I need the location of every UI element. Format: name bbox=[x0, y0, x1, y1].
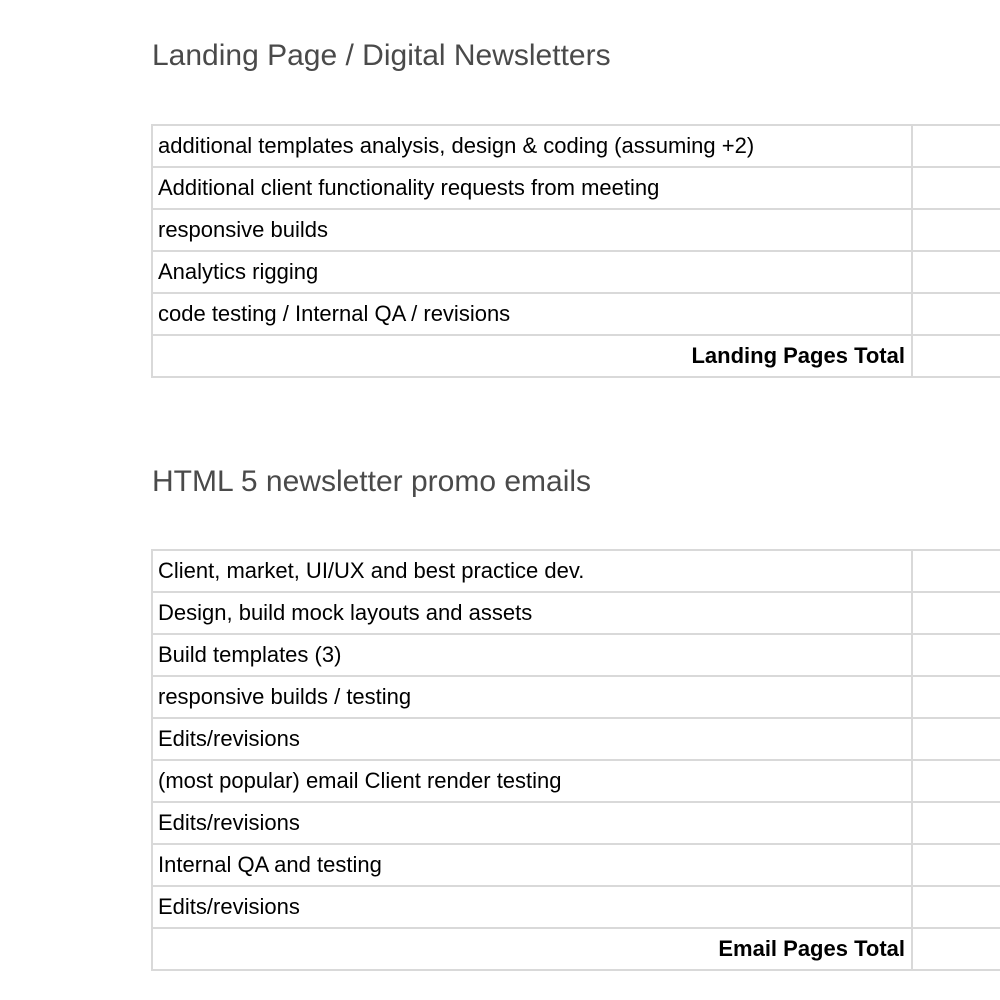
row-description[interactable]: Design, build mock layouts and assets bbox=[152, 592, 912, 634]
table-row bbox=[152, 886, 1000, 928]
row-value-cell[interactable] bbox=[912, 125, 1000, 167]
row-description[interactable]: (most popular) email Client render testing bbox=[152, 760, 912, 802]
table-row bbox=[152, 125, 1000, 167]
row-value-cell[interactable] bbox=[912, 293, 1000, 335]
row-description[interactable]: Analytics rigging bbox=[152, 251, 912, 293]
table-row bbox=[152, 550, 1000, 592]
email-pages-total-value[interactable] bbox=[912, 928, 1000, 970]
table-row bbox=[152, 592, 1000, 634]
row-description[interactable]: Client, market, UI/UX and best practice dev. bbox=[152, 550, 912, 592]
row-value-cell[interactable] bbox=[912, 251, 1000, 293]
landing-page-table bbox=[151, 124, 1000, 378]
table-row bbox=[152, 802, 1000, 844]
row-description[interactable]: additional templates analysis, design & coding (assuming +2) bbox=[152, 125, 912, 167]
email-table bbox=[151, 549, 1000, 971]
total-row bbox=[152, 928, 1000, 970]
row-description[interactable]: Edits/revisions bbox=[152, 718, 912, 760]
row-value-cell[interactable] bbox=[912, 886, 1000, 928]
email-section-title: HTML 5 newsletter promo emails bbox=[152, 465, 592, 498]
email-pages-total-label[interactable]: Email Pages Total bbox=[152, 928, 912, 970]
table-row bbox=[152, 209, 1000, 251]
row-value-cell[interactable] bbox=[912, 550, 1000, 592]
row-description[interactable]: responsive builds bbox=[152, 209, 912, 251]
row-description[interactable]: code testing / Internal QA / revisions bbox=[152, 293, 912, 335]
row-description[interactable]: Additional client functionality requests from meeting bbox=[152, 167, 912, 209]
row-description[interactable]: responsive builds / testing bbox=[152, 676, 912, 718]
row-value-cell[interactable] bbox=[912, 802, 1000, 844]
row-value-cell[interactable] bbox=[912, 844, 1000, 886]
table-row bbox=[152, 293, 1000, 335]
row-value-cell[interactable] bbox=[912, 167, 1000, 209]
table-row bbox=[152, 676, 1000, 718]
landing-page-section-title: Landing Page / Digital Newsletters bbox=[152, 39, 611, 72]
total-row bbox=[152, 335, 1000, 377]
row-value-cell[interactable] bbox=[912, 634, 1000, 676]
landing-pages-total-value[interactable] bbox=[912, 335, 1000, 377]
row-value-cell[interactable] bbox=[912, 718, 1000, 760]
table-row bbox=[152, 251, 1000, 293]
table-row bbox=[152, 634, 1000, 676]
row-value-cell[interactable] bbox=[912, 760, 1000, 802]
row-description[interactable]: Edits/revisions bbox=[152, 886, 912, 928]
row-description[interactable]: Internal QA and testing bbox=[152, 844, 912, 886]
table-row bbox=[152, 718, 1000, 760]
row-value-cell[interactable] bbox=[912, 592, 1000, 634]
table-row bbox=[152, 167, 1000, 209]
landing-pages-total-label[interactable]: Landing Pages Total bbox=[152, 335, 912, 377]
row-value-cell[interactable] bbox=[912, 676, 1000, 718]
row-description[interactable]: Edits/revisions bbox=[152, 802, 912, 844]
table-row bbox=[152, 760, 1000, 802]
table-row bbox=[152, 844, 1000, 886]
row-value-cell[interactable] bbox=[912, 209, 1000, 251]
row-description[interactable]: Build templates (3) bbox=[152, 634, 912, 676]
